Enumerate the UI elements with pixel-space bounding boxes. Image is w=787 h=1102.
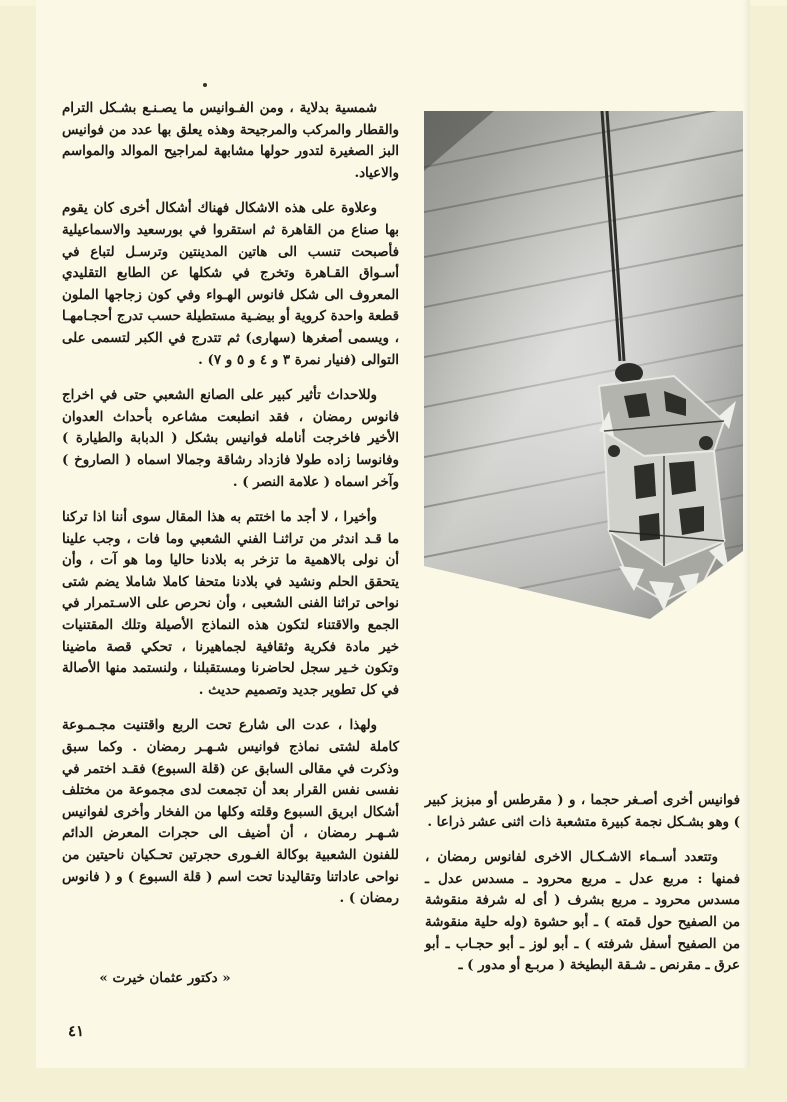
paragraph: وتتعدد أسـماء الاشـكـال الاخرى لفانوس رمضان ، فمنها : مربع عدل ـ مربع محرود ـ مسدس عدل ـ مسدس محرود ـ مربع بشرف ( أى له شرفة منقوشة من الصفيح حول قمته ) ـ أبو حشوة (وله حلية منقوشة من الصفيح أسفل شرفته ) ـ أبو لوز ـ أبو حجـاب ـ أبو عرق ـ مقرنص ـ شـقة البطيخة ( مربـع أو مدور ) ـ xyxy=(425,849,740,974)
page-number: ٤١ xyxy=(68,1022,85,1040)
page-edge-shadow xyxy=(742,0,750,1068)
paragraph: وأخيرا ، لا أجد ما اختتم به هذا المقال سوى أننا اذا تركنا ما قـد اندثر من تراثنـا الفني الشعبي وما فات ، وجب علينا أن نولى بالاهمية ما تزخر به بلادنا حاليا وما هو آت ، وأن يتحقق الحلم ونشيد في بلادنا متحفا كاملا شاملا يضم شتى نواحى تراثنا الفنى الشعبى ، وأن نحرص على الاسـتمرار في الجمع والاقتناء لتكون هذه النماذج الأصيلة وتلك المقتنيات خير مادة فكرية وثقافية لجماهيرنا ، تحكي قصة ماضينا وتكون خـير سجل لحاضرنا ومستقبلنا ، ولنستمد منها الأصالة في كل تطوير جديد وتصميم حديث . xyxy=(62,509,399,698)
article-right-column xyxy=(425,790,740,991)
paragraph: وعلاوة على هذه الاشكال فهناك أشكال أخرى كان يقوم بها صناع من القاهرة ثم استقروا في بورسعيد والاسماعيلية فأصبحت تنسب الى هاتين المدينتين وترسـل لتباع في أسـواق القـاهرة وتخرج في شكلها عن الطابع التقليدي المعروف الى شكل فانوس الهـواء وفي كون زجاجها الملون قطعة واحدة كروية أو بيضـية مستطيلة حسب تدرج أحجـامهـا ، ويسمى أصغرها (سهارى) ثم تتدرج في الكبر لتسمى على التوالى (فنيار نمرة ٣ و ٤ و ٥ و ٧) . xyxy=(62,200,399,368)
paragraph: وللاحداث تأثير كبير على الصانع الشعبي حتى في اخراج فانوس رمضان ، فقد انطبعت مشاعره بأحداث العدوان الأخير فاخرجت أنامله فوانيس بشكل ( الدبابة والطيارة ) وفانوسا زاده طولا فازداد رشاقة وجمالا اسماه ( الصاروخ ) وآخر اسماه ( علامة النصر ) . xyxy=(62,387,399,490)
paragraph: شمسية بدلاية ، ومن الفـوانيس ما يصـنـع بشـكل الترام والقطار والمركب والمرجيحة وهذه يعلق بها عدد من فوانيس البز الصغيرة لتدور حولها مشابهة لمراجيح الموالد والمواسم والاعياد. xyxy=(62,100,399,181)
article-left-column xyxy=(62,98,399,924)
paragraph: ولهذا ، عدت الى شارع تحت الربع واقتنيت مجـمـوعة كاملة لشتى نماذج فوانيس شـهـر رمضان . وكما سبق وذكرت في مقالى السابق عن (قلة السبوع) فقـد اختمر في نفسى نفس القرار بعد أن تجمعت لدى مجموعة من مختلف أشكال ابريق السبوع وقلته وكلها من الفخار وأخرى لفوانيس شـهـر رمضان ، أن أضيف الى حجرات المعرض الدائم للفنون الشعبية بوكالة الغـورى حجرتين تحـكيان ناحيتين من نواحى عاداتنا وتقاليدنا تحت اسم ( قلة السبوع ) و ( فانوس رمضان ) . xyxy=(62,717,399,907)
lantern-photo xyxy=(424,111,743,619)
author-signature: « دكتور عثمان خيرت » xyxy=(99,970,231,986)
print-dot xyxy=(203,83,207,87)
paragraph: فوانيس أخرى أصـغر حجما ، و ( مقرطس أو مبزبز كبير ) وهو بشـكل نجمة كبيرة متشعبة ذات اثنى عشر ذراعا . xyxy=(425,792,740,830)
